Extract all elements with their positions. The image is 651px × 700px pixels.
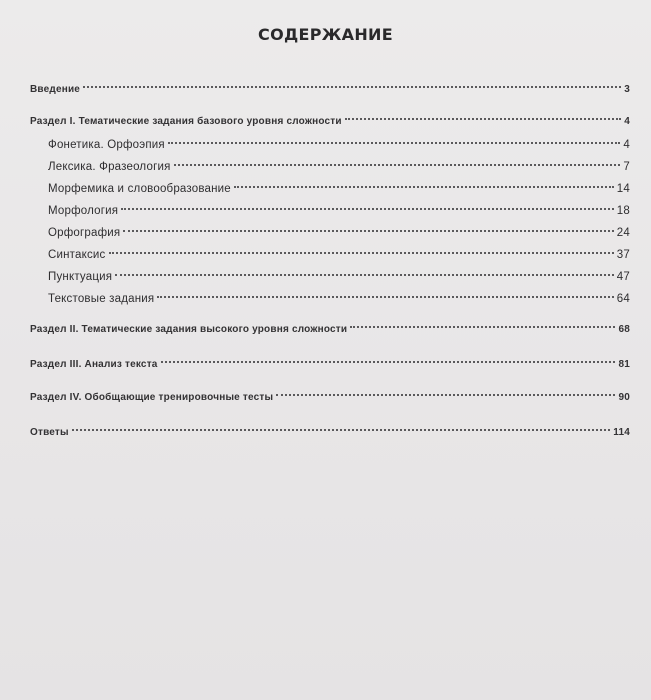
toc-entry-page: 64 xyxy=(616,293,630,305)
toc-subentry-syntax xyxy=(48,249,630,261)
toc-entry-label: Пунктуация xyxy=(48,271,113,283)
dot-leader xyxy=(174,164,621,166)
toc-entry-page: 14 xyxy=(616,183,630,195)
dot-leader xyxy=(157,296,613,298)
dot-leader xyxy=(121,208,614,210)
toc-entry-page: 4 xyxy=(624,116,630,127)
toc-entry-label: Орфография xyxy=(48,227,121,239)
dot-leader xyxy=(234,186,614,188)
toc-entry-section-2 xyxy=(30,324,630,335)
page-title: СОДЕРЖАНИЕ xyxy=(258,25,393,44)
toc-subentry-morphology xyxy=(48,205,630,217)
dot-leader xyxy=(345,118,622,120)
toc-subentry-punctuation xyxy=(48,271,630,283)
toc-entry-page: 4 xyxy=(623,139,630,151)
toc-subentry-orthography xyxy=(48,227,630,239)
toc-entry-label: Раздел I. Тематические задания базового уровня сложности xyxy=(30,116,342,127)
toc-subentry-text-tasks xyxy=(48,293,630,305)
toc-entry-page: 3 xyxy=(624,84,630,95)
toc-entry-page: 81 xyxy=(618,359,630,370)
toc-entry-page: 114 xyxy=(613,427,630,438)
toc-entry-section-3 xyxy=(30,359,630,370)
dot-leader xyxy=(83,86,621,88)
toc-entry-label: Синтаксис xyxy=(48,249,106,261)
toc-subentry-morphemics xyxy=(48,183,630,195)
dot-leader xyxy=(168,142,621,144)
toc-entry-section-4 xyxy=(30,392,630,403)
toc-entry-answers xyxy=(30,427,630,438)
toc-entry-page: 47 xyxy=(616,271,630,283)
toc-subentry-lexicon xyxy=(48,161,630,173)
toc-entry-label: Морфемика и словообразование xyxy=(48,183,231,195)
toc-entry-page: 68 xyxy=(618,324,630,335)
dot-leader xyxy=(123,230,613,232)
toc-entry-page: 37 xyxy=(616,249,630,261)
dot-leader xyxy=(109,252,614,254)
toc-entry-page: 90 xyxy=(618,392,630,403)
toc-entry-label: Раздел III. Анализ текста xyxy=(30,359,158,370)
toc-entry-page: 24 xyxy=(616,227,630,239)
dot-leader xyxy=(350,326,615,328)
toc-entry-introduction xyxy=(30,84,630,95)
dot-leader xyxy=(161,361,616,363)
toc-entry-label: Раздел II. Тематические задания высокого уровня сложности xyxy=(30,324,348,335)
dot-leader xyxy=(276,394,615,396)
toc-subentry-phonetics xyxy=(48,139,630,151)
toc-entry-label: Лексика. Фразеология xyxy=(48,161,171,173)
toc-entry-label: Раздел IV. Обобщающие тренировочные тесты xyxy=(30,392,274,403)
toc-entry-section-1 xyxy=(30,116,630,127)
dot-leader xyxy=(72,429,611,431)
dot-leader xyxy=(115,274,614,276)
toc-entry-label: Введение xyxy=(30,84,81,95)
toc-entry-label: Ответы xyxy=(30,427,69,438)
toc-entry-label: Фонетика. Орфоэпия xyxy=(48,139,165,151)
toc-entry-page: 18 xyxy=(616,205,630,217)
toc-entry-label: Текстовые задания xyxy=(48,293,155,305)
toc-entry-label: Морфология xyxy=(48,205,119,217)
toc-entry-page: 7 xyxy=(623,161,630,173)
